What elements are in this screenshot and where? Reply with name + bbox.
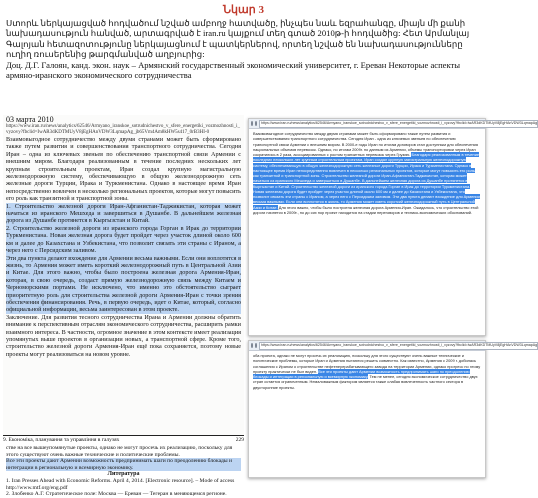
source-page-text-2 [249,351,485,392]
literature-heading: Литература [107,471,140,478]
source2-text-highlight: Все эти проекты дают Армении возможность предпринимать шаги по преодолению блокады и интеграции в региональную и всемирную экономику. [253,368,470,379]
footer-section-title: 9. Економіка, планування та управління в галузях [3,437,120,443]
url-field-2[interactable]: https://www.iran.ru/news/analytics/62546/Armyano_iranskoe_sotrudnichestvo_v_sfere_energetiki_vozmozhnosti_i_vyzovy?fbclid=IwAR3dKDTMUyV8jEgHAnVDW3LqmapAg [259,342,538,350]
scan-page-footer [3,435,244,445]
article-paragraph-armenia: Эти два пункта делают вхождение для Армении весьма важными. Если они воплотятся в жизнь, то Армения может иметь короткий железнодорожный путь в Центральной Азии и Китае. Для этого важно, чтобы было построена железная дорога Армения-Иран, которая, в свою очередь, создаст прямую железнодорожную связь между Китаем и Черноморскими портами. Не исключено, что именно это обстоятельство сыграет приоритетную роль для строительства железной дороги Армения-Иран с точки зрения обеспечения финансирования. Речь, в первую очередь, идет о Китае, который, согласно официальной информации, весьма заинтересован в этом проекте. [6,254,241,314]
source2-text-after: Тем не менее, сегодня экономическое сотрудничество двух стран остается ограниченным. Немаловажным фактором является также слабая вовлеченность частного сектора в двусторонние проекты. [253,374,478,390]
source-text-before: Взаимовыгодное сотрудничество между двумя странами может быть сформировано также путем развития и совершенствования транспортного сотрудничества. Сегодня Иран - одна из ключевых звеньев по обеспечению транспортной связи Армении с внешним миром. В 2000-е годы Иран по итогам договоров стал доступным для обеспечения национальных объемов перевозок. Однако, по итогам 2009г. по данным из Армении, объемы транспортировки через Иран сократились в 2 раза, ассоциированных с ростом транзитных перевозок через Грузию. [253,131,478,157]
source-page-text [249,129,485,217]
forward-icon[interactable] [255,121,257,126]
scanned-article-page [3,115,244,435]
article-date: 03 марта 2010 [6,115,54,124]
back-icon[interactable] [251,121,253,126]
browser-address-bar-2 [249,341,538,351]
page-label: Նկար 3 [223,4,264,16]
article-paragraph-conclusion: Заключение. Для развития тесного сотрудничества Ирана и Армении должны обратить внимание к перспективным отраслям экономического сотрудничества, расширить рамки взаимного интереса. В частности, огромное значение в этом контексте имеет реализация упомянутых выше проектов в организации новых, а транспортной сфере. Кроме того, строительство железной дороги Армения-Иран ещё пока сохраняется, поэтому новые проекты могут реализоваться на новом уровне. [6,313,241,358]
source2-text-before: оба проекта, однако не могут просечь их реализацию, поскольку для этого существуют очень важные технические и политические проблемы, которые Иран и Армения пытаются решить совместно. Как известно, Армения с 2009 г. добилась соглашения с Ираном о строительстве нефтеперерабатывающего завода на территории Армении, однако прогресс по этому проекту практически не был виден. [253,353,481,374]
forward-icon[interactable] [255,343,257,348]
reference-2: 2. Злобенко А.Г. Стратегическое поле: Москва — Ереван — Тегеран в меняющемся регионе. [6,491,227,498]
browser-screenshot-source-2 [248,340,538,478]
article-paragraph-point-1: 1. Строительство железной дороги Иран-Афганистан-Таджикистан, которая может начаться из иранского Мешхеда и завершиться в Душанбе. В дальнейшем железная дорога из Душанбе протянется в Кыргызстан и Китай. [6,202,241,225]
reference-1: 1. Iran Presses Ahead with Economic Reforms. April 4, 2014. [Electronic resource]. – Mode of access http://www.mtf.org/eng.pdf [6,477,235,491]
source-url: https://www.iran.ru/news/analytics/62546/Armyano_iranskoe_sotrudnichestvo_v_sfere_energetiki_vozmozhnosti_i_vyzovy?fbclid=IwAR3dKDTMUyV8jEgHAnVDW3LqmapAg_jb65Vm4Am8kHW5s417_0rB3HI-0 [6,124,240,135]
source-text-after: Для этого важно, чтобы было построена железная дорога Армения-Иран. Ожидалось, что строительство этой дороги начнется в 2009г., но до сих пор проект находится на стадии переговоров и технико-экономических обоснований. [253,204,479,215]
scan2-highlight: Все эти проекты дают Армении возможность предпринимать шаги по преодолению блокады и интеграции в региональную и всемирную экономику. [6,458,241,471]
browser-screenshot-source [248,118,538,336]
intro-block [6,18,478,80]
intro-citation: Доц. Д.Г. Галоян, канд. экон. наук – Армянский государственный экономический университет, г. Ереван Некоторые аспекты армяно-иранского экономического сотрудничества [6,59,461,81]
scan2-line-1: стве на все вышеупомянутые проекты, однако не могут просечь их реализацию, поскольку для этого существуют очень важные технические и политические проблемы. [6,445,233,458]
source-text-highlight: Благодаря реализованным в течение последних нескольких лет крупным строительным проектам, Иран создал крупную магистральную железнодорожную систему, обеспечивающую в общую железнодорожную сеть железные дороги Турции, Ирака и Туркменистана. Однако в настоящее время Иран непосредственно вовлечен в несколько региональных проектов, которые могут повысить его роль как транзитной и транспортной зоны. Строительство железной дороги Иран-Афганистан-Таджикистан, которая может начаться из иранского Мешхеда и завершиться в Душанбе. В дальнейшем железная дорога из Душанбе протянется в Кыргызстан и Китай. Строительство железной дороги из иранского города Горган в Ирак до территории Туркменистана. Новая железная дорога будет пройдет через участок длиной около 600 км и далее до Казахстана и Узбекистана, что позволит связать эти страны с Ираном, а через него с Персидским заливом. Эти два пункта делают вхождение для Армении весьма важными. Если они воплотятся в жизнь, то Армения может иметь короткий железнодорожный путь в Центральной Азии и Китае. [253,152,480,210]
browser-address-bar [249,119,538,129]
article-paragraph-point-2: 2. Строительство железной дороги из иранского города Горган в Ирак до территории Туркменистана. Новая железная дорога будет пройдет через участок длиной около 600 км и далее до Казахстана и Узбекистана, что позволит связать эти страны с Ираном, а через него с Персидским заливом. [6,224,241,255]
url-field[interactable]: https://www.iran.ru/news/analytics/62546/Armyano_iranskoe_sotrudnichestvo_v_sfere_energetiki_vozmozhnosti_i_vyzovy?fbclid=IwAR3dKDTMUyV8jEgHAnVDW3LqmapAg [259,120,538,128]
article-paragraph-intro: Взаимовыгодное сотрудничество между двумя странами может быть сформировано также путем развития и совершенствования транспортного сотрудничества. Сегодня Иран – одна из ключевых звеньев по обеспечению транспортной связи Армении с внешним миром. Благодаря реализованным в течение последних нескольких лет крупным строительным проектам, Иран создал крупную магистральную железнодорожную систему, обеспечивающую в общую железнодорожную сеть железные дороги Турции, Ирака и Туркменистана. Однако в настоящее время Иран непосредственно вовлечен в несколько региональных проектов, которые могут повысить его роль как транзитной и транспортной зоны. [6,136,242,203]
intro-text: Ստորև ներկայացված հոդվածում նշված ամբողջ հատվածը, ինչպես նաև եզրահանգը, միայն մի քանի նախադասություն հանված, արտագրված է iran.ru կայքում տեղ գտած 2010թ-ի հոդվածից: Հետ Արմանլայ Գալոյան հետազոտությունը ներկայացնում է պատկերներով, որտեղ նշված են նախադասությունները ուղիղ ռուսերենից թարգմանված աղբյուրից: [6,18,470,60]
scanned-article-page-2 [3,445,244,498]
back-icon[interactable] [251,343,253,348]
footer-page-number: 229 [235,437,244,443]
